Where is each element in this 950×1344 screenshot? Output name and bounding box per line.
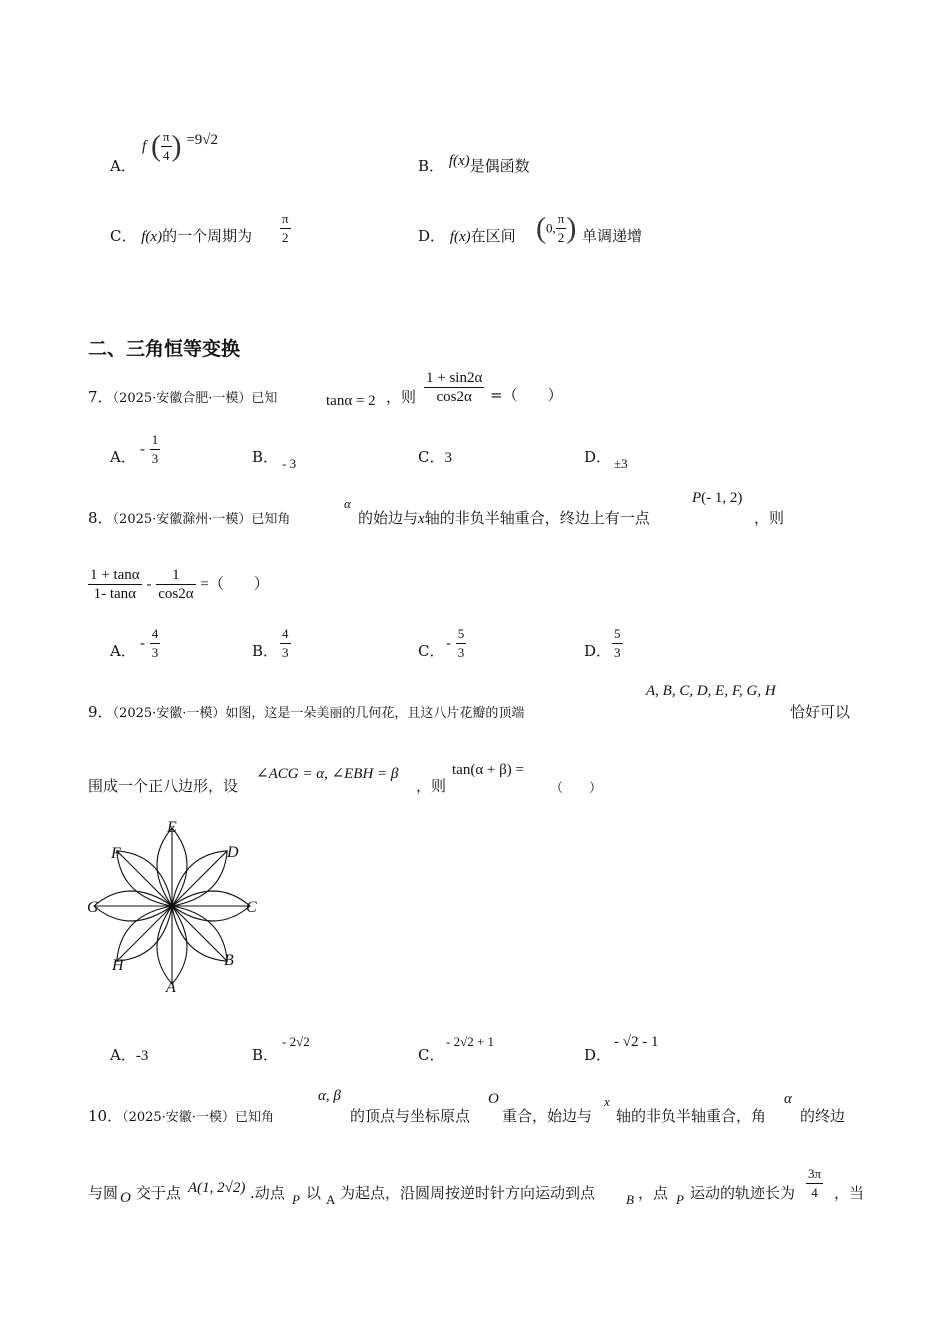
label-F: F	[111, 845, 121, 862]
q9-stem: 9．（2025·安徽·一模）如图，这是一朵美丽的几何花，且这八片花瓣的顶端	[88, 703, 525, 721]
q6-option-b: B． f(x)是偶函数	[418, 153, 530, 175]
label-A: A	[166, 979, 176, 996]
q7-then: ，则	[386, 388, 417, 406]
q6-option-a-expr: f ( $\frac{\pi}{4}$ ) =9√2	[142, 129, 219, 163]
q8-option-d: D．	[584, 642, 612, 660]
q10-A: A	[326, 1192, 336, 1207]
q6-option-a: A．	[110, 157, 136, 175]
q9-option-c-value: - 2√2 + 1	[446, 1034, 495, 1049]
q9-text2: 围成一个正八边形，设	[88, 777, 239, 795]
q7-fraction: $\frac{1 + \sin 2\alpha}{\cos 2\alpha}$	[426, 370, 483, 405]
q9-points: A, B, C, D, E, F, G, H	[646, 683, 776, 699]
q6-option-d: D． f(x)在区间	[418, 227, 516, 245]
q10-line2-e: 为起点，沿圆周按逆时针方向运动到点	[340, 1184, 596, 1202]
q8-text3: ，则	[754, 509, 785, 527]
q6-option-c: C． f(x)的一个周期为	[110, 227, 253, 245]
q6-option-d-interval: (0, $\frac{\pi}{2}$ )	[536, 211, 577, 245]
q8-text1: 的始边与x轴的非负半轴重合，终边上有一点	[358, 509, 650, 527]
q10-angles: α, β	[318, 1088, 341, 1104]
label-G: G	[87, 899, 99, 916]
q9-flower-figure	[84, 812, 264, 1002]
label-H: H	[112, 957, 124, 974]
q10-text4: 的终边	[800, 1107, 846, 1125]
q10-line2-h: ，当	[834, 1184, 865, 1202]
q7-option-a: A．	[110, 448, 136, 466]
q10-text3: 轴的非负半轴重合，角	[616, 1107, 767, 1125]
q10-x: x	[604, 1094, 610, 1109]
q9-option-d-value: - √2 - 1	[614, 1034, 659, 1050]
q9-expr: tan(α + β) =	[452, 762, 524, 778]
q10-stem: 10．（2025·安徽·一模）已知角	[88, 1107, 274, 1125]
q10-pointA: A(1, 2√2)	[188, 1180, 246, 1196]
q10-line2-d: 以	[306, 1184, 322, 1202]
q10-line2-b: 交于点	[136, 1184, 182, 1202]
q7-option-b: B．	[252, 448, 279, 466]
q8-stem: 8．（2025·安徽滁州·一模）已知角	[88, 509, 291, 527]
label-E: E	[167, 819, 177, 836]
q7-option-d-value: ±3	[614, 456, 628, 471]
q8-alpha: α	[344, 496, 351, 511]
q8-option-d-value: $\frac{5}{3}$	[614, 626, 621, 660]
q6-option-d-tail: 单调递增	[582, 227, 643, 245]
q8-option-c: C．	[418, 642, 445, 660]
q10-O: O	[488, 1091, 499, 1107]
q10-line2-g: 运动的轨迹长为	[690, 1184, 796, 1202]
q10-arc-fraction: $\frac{3\pi}{4}$	[808, 1166, 822, 1200]
q10-P1: P	[292, 1192, 300, 1207]
q10-P2: P	[676, 1192, 684, 1207]
q9-option-b: B．	[252, 1046, 279, 1064]
q7-condition: tanα = 2	[326, 393, 376, 409]
q9-tail: （ ）	[550, 781, 603, 796]
q10-line2-O: O	[120, 1190, 131, 1206]
q8-option-a: A．	[110, 642, 136, 660]
q6-option-c-frac: $\frac{\pi}{2}$	[282, 211, 289, 245]
q8-option-a-value: - $\frac{4}{3}$	[140, 626, 159, 660]
q7-option-a-value: - $\frac{1}{3}$	[140, 432, 159, 466]
q10-B: B	[626, 1192, 634, 1207]
q7-option-b-value: - 3	[282, 456, 297, 471]
q8-option-c-value: - $\frac{5}{3}$	[446, 626, 465, 660]
q10-text2: 重合，始边与	[502, 1107, 593, 1125]
q9-option-b-value: - 2√2	[282, 1034, 310, 1049]
q7-option-d: D．	[584, 448, 612, 466]
q9-option-a: A．-3	[110, 1046, 149, 1064]
q7-tail: =（ ）	[490, 386, 563, 404]
q8-option-b-value: $\frac{4}{3}$	[282, 626, 289, 660]
label-C: C	[246, 899, 257, 916]
q9-option-d: D．	[584, 1046, 612, 1064]
q10-text1: 的顶点与坐标原点	[350, 1107, 471, 1125]
q10-alpha: α	[784, 1091, 792, 1107]
q9-condition: ∠ACG = α, ∠EBH = β	[256, 766, 399, 782]
q9-text1: 恰好可以	[790, 703, 851, 721]
q10-line2-c: .动点	[250, 1184, 285, 1202]
section-title: 二、三角恒等变换	[88, 338, 241, 360]
q10-line2-a: 与圆	[88, 1184, 119, 1202]
label-D: D	[227, 844, 239, 861]
q8-option-b: B．	[252, 642, 279, 660]
label-B: B	[224, 952, 234, 969]
q10-line2-f: ，点	[638, 1184, 669, 1202]
q9-option-c: C．	[418, 1046, 445, 1064]
q9-text3: ，则	[416, 777, 447, 795]
q7-option-c: C．3	[418, 448, 452, 466]
q8-expression: $\frac{1 + \tan\alpha}{1- \tan\alpha}$ - $\frac{1}{\cos 2\alpha}$ =（ ）	[90, 567, 269, 602]
q7-stem: 7．（2025·安徽合肥·一模）已知	[88, 388, 278, 406]
q8-point: P(- 1, 2)	[692, 490, 743, 506]
